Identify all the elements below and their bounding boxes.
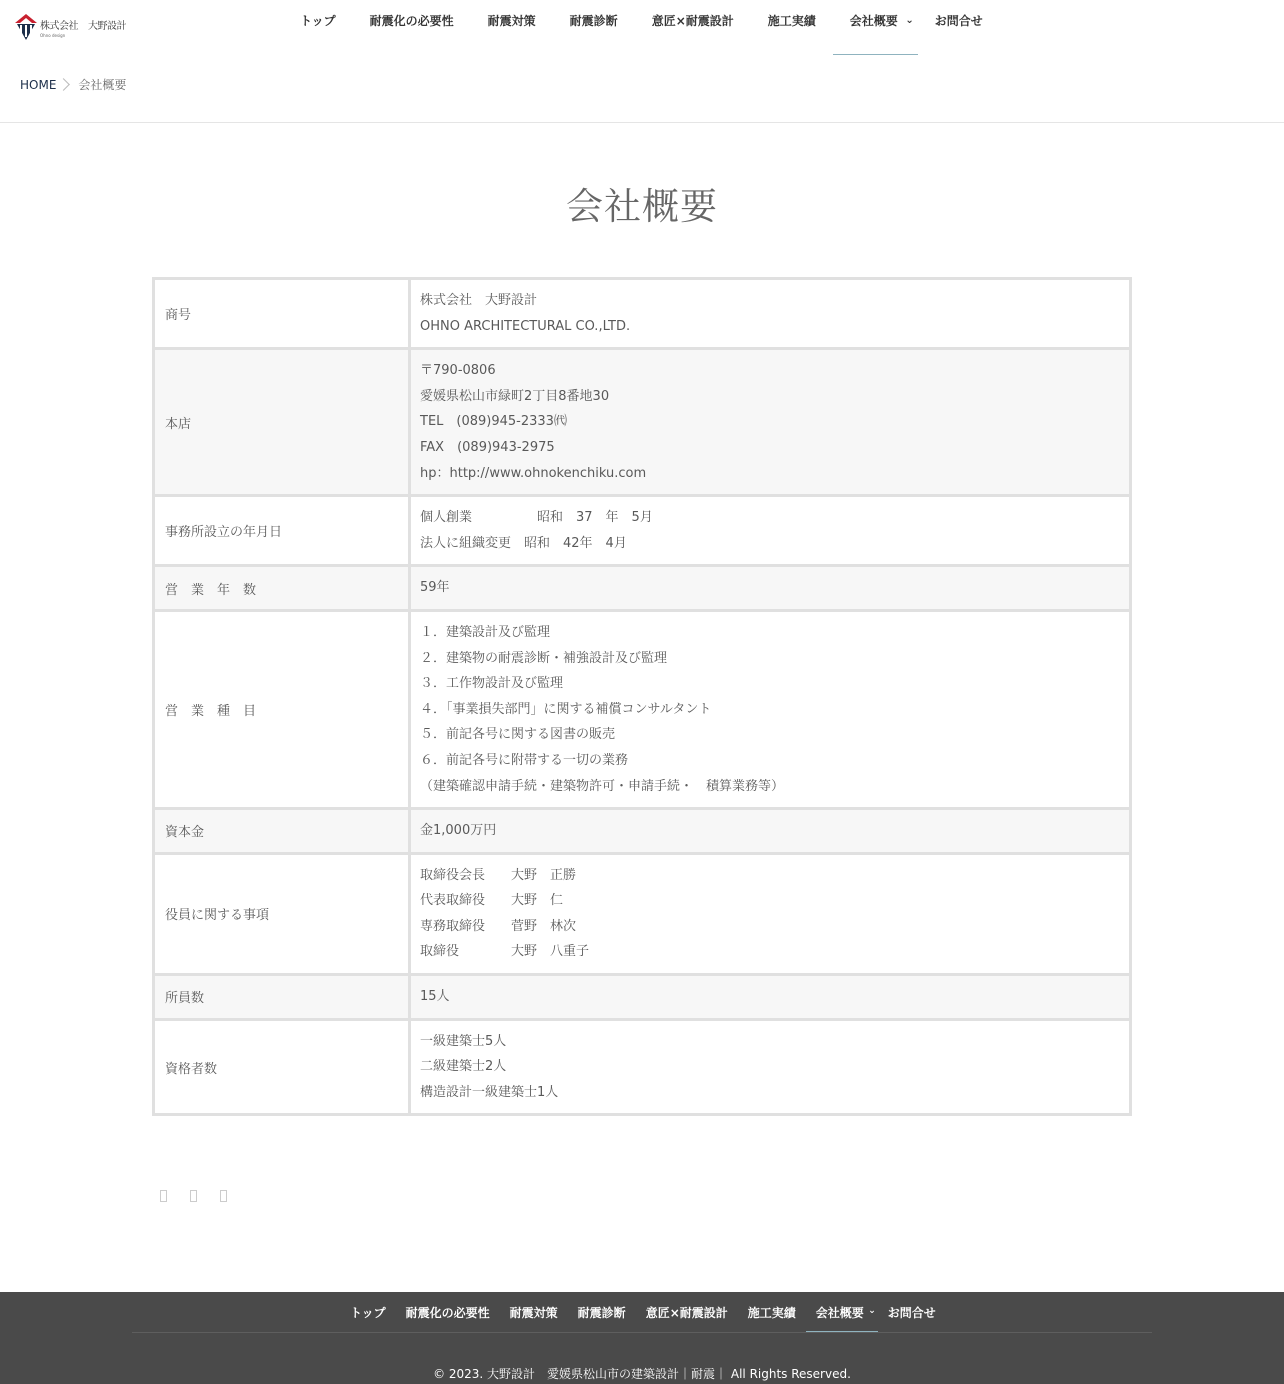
nav-item-label: トップ — [300, 14, 336, 28]
site-logo[interactable] — [14, 13, 126, 41]
company-info-table — [152, 277, 1132, 1116]
header-divider — [0, 122, 1284, 123]
nav-item-label: お問合せ — [934, 14, 983, 28]
value-line: 二級建築士2人 — [420, 1059, 507, 1075]
value-line: ３．工作物設計及び監理 — [420, 676, 564, 692]
row-value — [410, 610, 1131, 808]
footer-nav-label: トップ — [350, 1306, 386, 1320]
breadcrumb-home-link[interactable]: HOME — [20, 77, 57, 92]
site-footer — [0, 1292, 1284, 1384]
row-value — [410, 566, 1131, 611]
share-buttons — [160, 1190, 227, 1202]
footer-nav-label: お問合せ — [887, 1306, 936, 1320]
row-value — [410, 496, 1131, 566]
value-line: 個人創業 昭和 37 年 5月 — [420, 510, 653, 526]
row-label: 営 業 年 数 — [154, 566, 410, 611]
footer-nav-item-countermeasures[interactable] — [500, 1292, 568, 1332]
value-line: 取締役 大野 八重子 — [420, 944, 590, 960]
value-line: 〒790-0806 — [420, 363, 496, 379]
row-value — [410, 349, 1131, 496]
value-line: 愛媛県松山市緑町2丁目8番地30 — [420, 388, 610, 404]
row-value — [410, 1019, 1131, 1115]
value-line: 構造設計一級建築士1人 — [420, 1084, 559, 1100]
chevron-right-icon — [58, 78, 71, 91]
value-line: 代表取締役 大野 仁 — [420, 893, 564, 909]
page-title: 会社概要 — [566, 185, 718, 228]
row-label: 商号 — [154, 279, 410, 349]
value-line: FAX (089)943-2975 — [420, 439, 555, 455]
value-line: （建築確認申請手続・建築物許可・申請手続・ 積算業務等） — [420, 778, 785, 794]
footer-nav-item-contact[interactable] — [878, 1292, 946, 1332]
value-line: ２．建築物の耐震診断・補強設計及び監理 — [420, 650, 668, 666]
footer-nav-label: 会社概要 — [815, 1306, 864, 1320]
nav-item-label: 施工実績 — [767, 14, 816, 28]
footer-nav — [340, 1292, 946, 1332]
share-line-icon[interactable] — [220, 1190, 227, 1202]
value-line: OHNO ARCHITECTURAL CO.,LTD. — [420, 318, 631, 334]
footer-nav-item-design[interactable] — [636, 1292, 738, 1332]
row-label: 資本金 — [154, 809, 410, 854]
row-label: 本店 — [154, 349, 410, 496]
row-label: 営 業 種 目 — [154, 610, 410, 808]
value-line: 59年 — [420, 580, 450, 596]
value-line: 金1,000万円 — [420, 823, 497, 839]
footer-nav-label: 施工実績 — [747, 1306, 796, 1320]
table-row — [154, 279, 1131, 349]
site-header — [0, 0, 1284, 56]
breadcrumb — [20, 76, 126, 93]
row-label: 事務所設立の年月日 — [154, 496, 410, 566]
logo-company-prefix: 株式会社 — [40, 20, 78, 32]
breadcrumb-current: 会社概要 — [78, 78, 127, 92]
share-facebook-icon[interactable] — [160, 1190, 167, 1202]
table-row — [154, 349, 1131, 496]
table-row — [154, 496, 1131, 566]
footer-nav-item-company[interactable] — [806, 1292, 878, 1332]
footer-nav-item-diagnosis[interactable] — [568, 1292, 636, 1332]
table-row — [154, 809, 1131, 854]
copyright-text: © 2023. 大野設計 愛媛県松山市の建築設計｜耐震｜ All Rights Reserved. — [433, 1367, 851, 1381]
nav-item-necessity[interactable] — [353, 0, 471, 55]
nav-item-works[interactable] — [751, 0, 833, 55]
value-line: TEL (089)945-2333㈹ — [420, 414, 567, 430]
value-line: 一級建築士5人 — [420, 1033, 507, 1049]
table-row — [154, 1019, 1131, 1115]
logo-tagline: Ohno design — [40, 32, 66, 38]
logo-mark-icon — [14, 13, 38, 41]
table-row — [154, 566, 1131, 611]
nav-item-label: 耐震対策 — [487, 14, 536, 28]
value-line: 法人に組織変更 昭和 42年 4月 — [420, 535, 627, 551]
nav-item-countermeasures[interactable] — [471, 0, 553, 55]
value-line: 15人 — [420, 989, 450, 1005]
nav-item-diagnosis[interactable] — [553, 0, 635, 55]
footer-nav-item-works[interactable] — [738, 1292, 806, 1332]
nav-item-design[interactable] — [635, 0, 751, 55]
nav-item-company[interactable] — [833, 0, 918, 55]
row-label: 役員に関する事項 — [154, 853, 410, 974]
value-line: 専務取締役 菅野 林次 — [420, 918, 577, 934]
footer-nav-item-necessity[interactable] — [396, 1292, 500, 1332]
footer-divider — [132, 1332, 1152, 1333]
value-line: hp：http://www.ohnokenchiku.com — [420, 465, 647, 481]
value-line: 取締役会長 大野 正勝 — [420, 867, 577, 883]
table-row — [154, 853, 1131, 974]
nav-item-label: 会社概要 — [849, 14, 898, 28]
footer-nav-label: 耐震化の必要性 — [405, 1306, 490, 1320]
footer-nav-label: 意匠×耐震設計 — [645, 1306, 728, 1320]
row-label: 資格者数 — [154, 1019, 410, 1115]
row-value — [410, 809, 1131, 854]
row-label: 所員数 — [154, 975, 410, 1020]
value-line: ５．前記各号に関する図書の販売 — [420, 727, 616, 743]
footer-nav-label: 耐震診断 — [577, 1306, 626, 1320]
chevron-down-icon: ⌄ — [868, 1306, 876, 1316]
logo-company-name: 大野設計 — [88, 20, 126, 32]
table-row — [154, 975, 1131, 1020]
nav-item-top[interactable] — [283, 0, 353, 55]
footer-nav-label: 耐震対策 — [509, 1306, 558, 1320]
chevron-down-icon: ⌄ — [905, 15, 914, 26]
share-twitter-icon[interactable] — [190, 1190, 197, 1202]
row-value — [410, 853, 1131, 974]
nav-item-label: 意匠×耐震設計 — [651, 14, 734, 28]
global-nav — [283, 0, 1000, 55]
nav-item-contact[interactable] — [918, 0, 1000, 55]
value-line: 株式会社 大野設計 — [420, 293, 538, 308]
table-row — [154, 610, 1131, 808]
value-line: １．建築設計及び監理 — [420, 624, 551, 640]
footer-nav-item-top[interactable] — [340, 1292, 396, 1332]
nav-item-label: 耐震診断 — [569, 14, 618, 28]
row-value — [410, 279, 1131, 349]
nav-item-label: 耐震化の必要性 — [369, 14, 454, 28]
row-value — [410, 975, 1131, 1020]
value-line: ６．前記各号に附帯する一切の業務 — [420, 752, 629, 768]
value-line: ４．「事業損失部門」に関する補償コンサルタント — [420, 701, 712, 717]
